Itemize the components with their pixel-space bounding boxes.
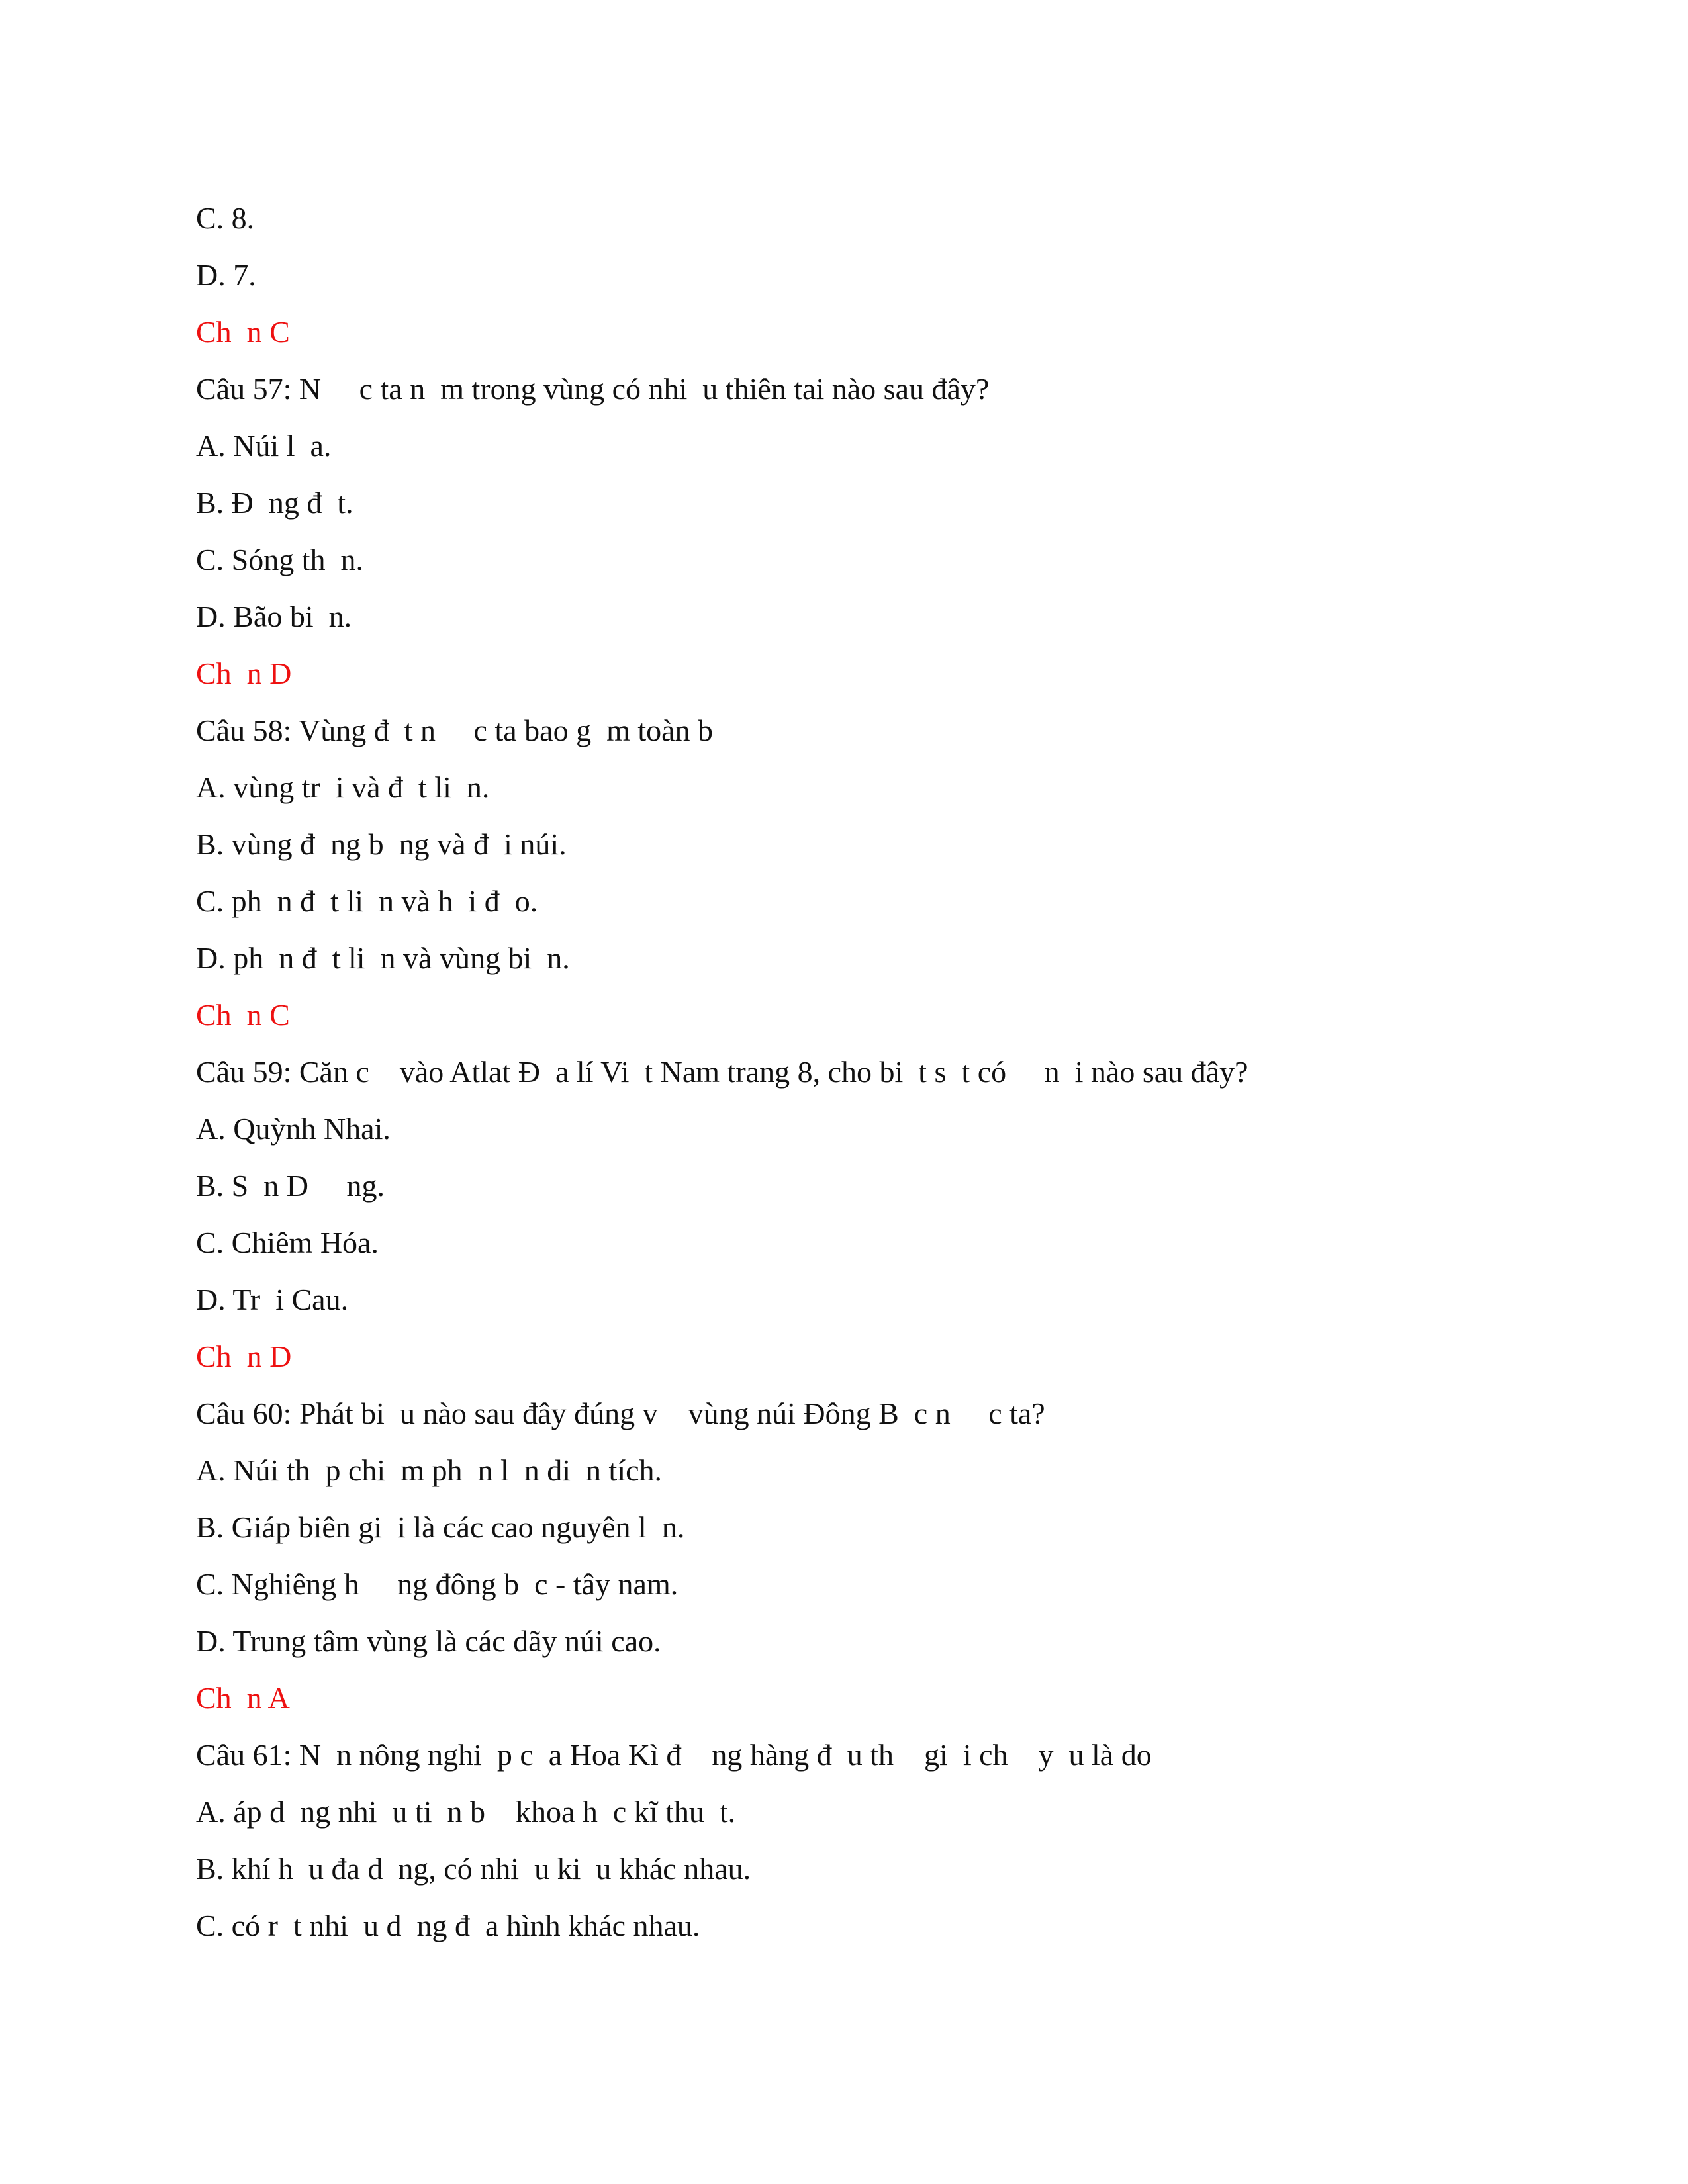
option-line: C. ph n đ t li n và h i đ o. [196,884,538,918]
option-line: D. Bão bi n. [196,600,352,633]
answer-line: Ch n C [196,998,290,1032]
option-line: A. Núi l a. [196,429,332,463]
option-line: B. Giáp biên gi i là các cao nguyên l n. [196,1510,685,1544]
option-line: A. vùng tr i và đ t li n. [196,770,490,804]
option-line: A. Quỳnh Nhai. [196,1112,391,1146]
option-line: B. Đ ng đ t. [196,486,353,520]
option-line: A. áp d ng nhi u ti n b khoa h c kĩ thu t. [196,1795,736,1829]
option-line: C. Chiêm Hóa. [196,1226,379,1259]
question-line: Câu 60: Phát bi u nào sau đây đúng v vùng núi Đông B c n c ta? [196,1396,1045,1430]
option-line: D. 7. [196,258,256,292]
question-line: Câu 57: N c ta n m trong vùng có nhi u thiên tai nào sau đây? [196,372,990,406]
option-line: C. 8. [196,201,255,235]
question-line: Câu 58: Vùng đ t n c ta bao g m toàn b [196,713,714,747]
answer-line: Ch n A [196,1681,290,1715]
option-line: A. Núi th p chi m ph n l n di n tích. [196,1453,663,1487]
option-line: C. có r t nhi u d ng đ a hình khác nhau. [196,1909,700,1942]
option-line: D. Tr i Cau. [196,1283,349,1316]
answer-line: Ch n C [196,315,290,349]
option-line: C. Nghiêng h ng đông b c - tây nam. [196,1567,679,1601]
option-line: D. ph n đ t li n và vùng bi n. [196,941,570,975]
answer-line: Ch n D [196,657,292,690]
option-line: B. S n D ng. [196,1169,385,1203]
question-line: Câu 59: Căn c vào Atlat Đ a lí Vi t Nam trang 8, cho bi t s t có n i nào sau đây? [196,1055,1248,1089]
answer-line: Ch n D [196,1340,292,1373]
question-line: Câu 61: N n nông nghi p c a Hoa Kì đ ng hàng đ u th gi i ch y u là do [196,1738,1152,1772]
option-line: B. vùng đ ng b ng và đ i núi. [196,827,567,861]
option-line: C. Sóng th n. [196,543,364,576]
option-line: D. Trung tâm vùng là các dãy núi cao. [196,1624,661,1658]
option-line: B. khí h u đa d ng, có nhi u ki u khác nhau. [196,1852,751,1886]
